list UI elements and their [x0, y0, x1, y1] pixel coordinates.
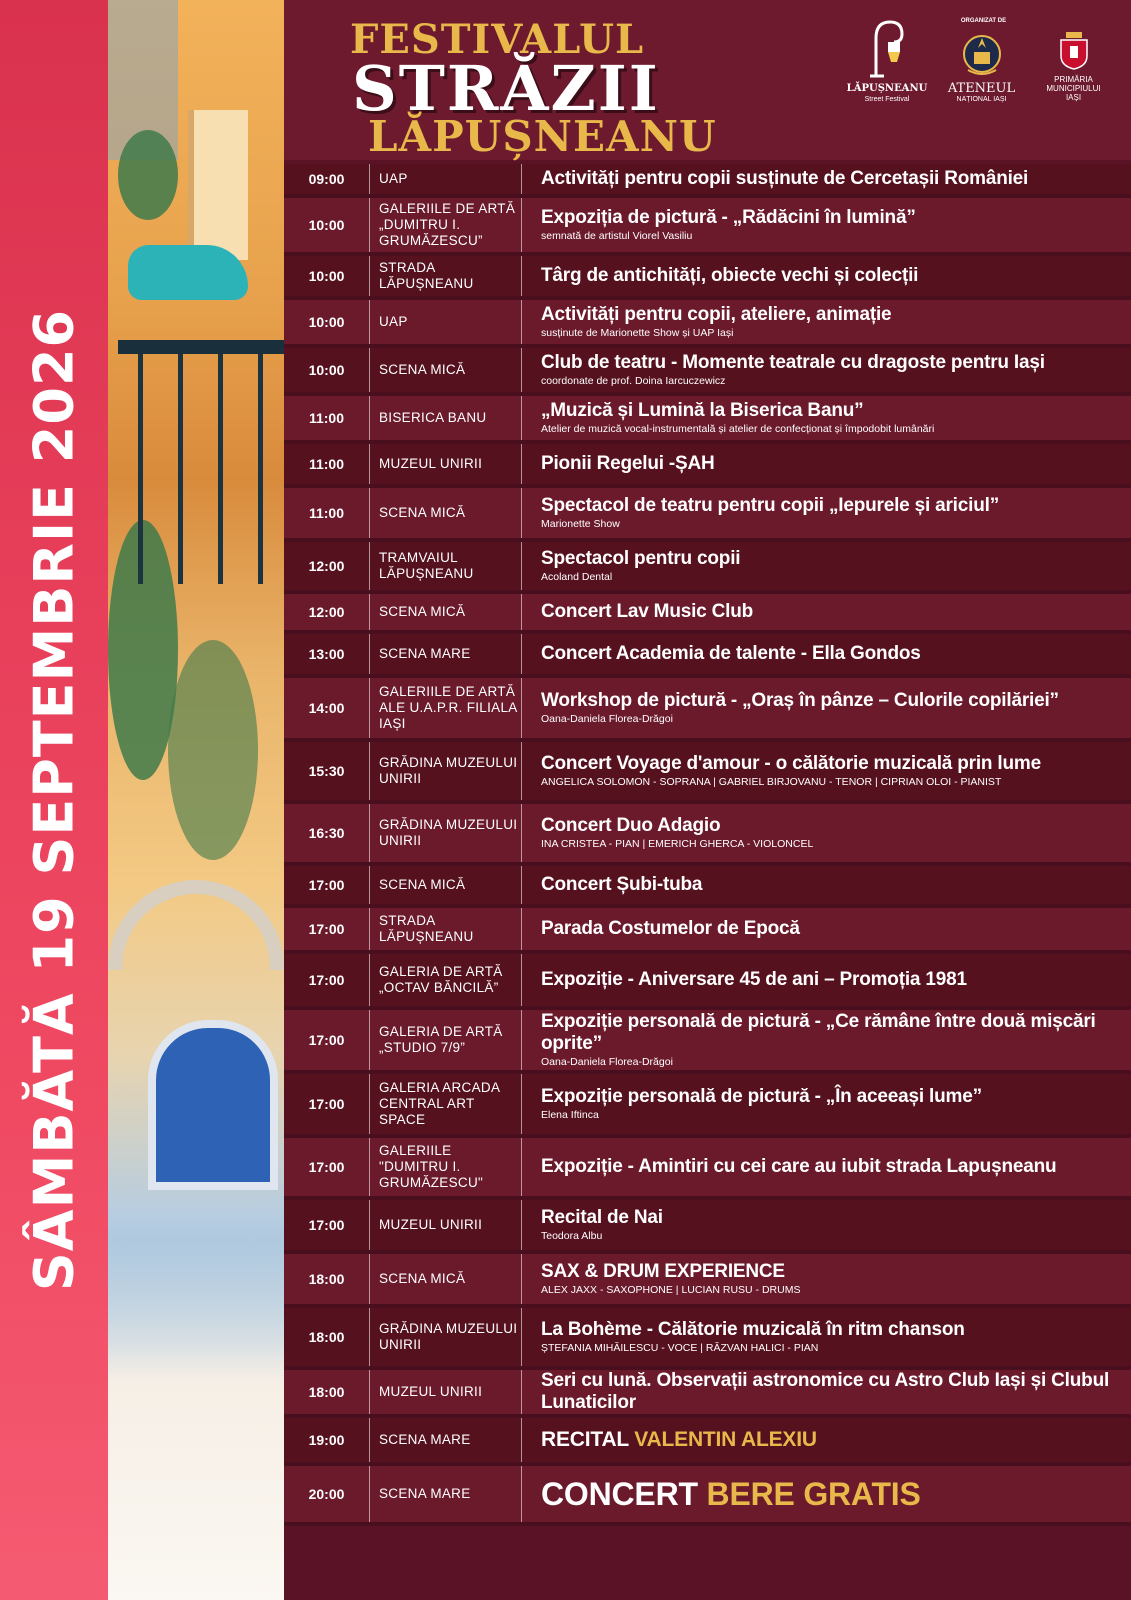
- event-subtitle: INA CRISTEA - PIAN | EMERICH GHERCA - VIOLONCEL: [541, 838, 814, 850]
- event-details: [522, 1308, 1131, 1366]
- event-details: [522, 1418, 1131, 1462]
- schedule-row: [284, 1370, 1131, 1418]
- art-window: [148, 1020, 278, 1190]
- event-details: [522, 866, 1131, 904]
- title-line-3: LĂPUȘNEANU: [368, 112, 717, 161]
- event-time: 18:00: [284, 1308, 370, 1366]
- event-venue: MUZEUL UNIRII: [370, 1370, 522, 1414]
- schedule-row: [284, 1418, 1131, 1466]
- event-venue: GALERIILE DE ARTĂ ALE U.A.P.R. FILIALA IAȘI: [370, 678, 522, 738]
- event-details: [522, 164, 1131, 194]
- event-details: [522, 1200, 1131, 1250]
- event-time: 17:00: [284, 1010, 370, 1070]
- schedule-row: [284, 198, 1131, 256]
- event-title: Club de teatru - Momente teatrale cu dragoste pentru Iași: [541, 352, 1045, 373]
- event-venue: GRĂDINA MUZEULUI UNIRII: [370, 742, 522, 800]
- street-lamp-icon: [862, 16, 912, 78]
- event-details: [522, 908, 1131, 950]
- event-venue: SCENA MICĂ: [370, 594, 522, 630]
- event-subtitle: semnată de artistul Viorel Vasiliu: [541, 230, 693, 242]
- schedule-row: [284, 866, 1131, 908]
- event-title: Expoziție - Aniversare 45 de ani – Promoția 1981: [541, 969, 967, 990]
- event-subtitle: susținute de Marionette Show și UAP Iași: [541, 327, 734, 339]
- schedule-row: [284, 634, 1131, 678]
- event-title: Expoziție personală de pictură - „Ce rămâne între două mișcări oprite”: [541, 1011, 1096, 1054]
- schedule-row: [284, 954, 1131, 1010]
- event-details: [522, 348, 1131, 392]
- date-banner: SÂMBĂTĂ 19 SEPTEMBRIE 2026: [22, 308, 86, 1292]
- event-time: 17:00: [284, 954, 370, 1006]
- event-venue: GALERIILE "DUMITRU I. GRUMĂZESCU": [370, 1138, 522, 1196]
- event-details: [522, 542, 1131, 590]
- title-line-1: FESTIVALUL: [350, 16, 645, 63]
- event-venue: STRADA LĂPUȘNEANU: [370, 256, 522, 296]
- schedule-row: [284, 256, 1131, 300]
- schedule-row: [284, 1138, 1131, 1200]
- event-venue: SCENA MARE: [370, 1466, 522, 1522]
- event-venue: BISERICA BANU: [370, 396, 522, 440]
- event-title: Concert Duo Adagio: [541, 815, 721, 836]
- art-arch: [108, 880, 284, 970]
- primaria-logo: PRIMĂRIA MUNICIPIULUI IAȘI: [1026, 30, 1121, 102]
- schedule-row: [284, 300, 1131, 348]
- event-subtitle: ANGELICA SOLOMON - SOPRANA | GABRIEL BIRJOVANU - TENOR | CIPRIAN OLOI - PIANIST: [541, 776, 1002, 788]
- schedule-row: [284, 348, 1131, 396]
- event-subtitle: Oana-Daniela Florea-Drăgoi: [541, 713, 673, 725]
- street-festival-logo: LĂPUȘNEANU Street Festival: [846, 16, 928, 104]
- title-line-2: STRĂZII: [352, 52, 660, 125]
- artwork-illustration: [108, 0, 284, 1600]
- event-subtitle: Marionette Show: [541, 518, 620, 530]
- event-title: „Muzică și Lumină la Biserica Banu”: [541, 400, 864, 421]
- event-details: [522, 804, 1131, 862]
- schedule-row: [284, 1010, 1131, 1074]
- event-time: 15:30: [284, 742, 370, 800]
- event-venue: UAP: [370, 164, 522, 194]
- schedule-row: [284, 1466, 1131, 1526]
- schedule-row: [284, 678, 1131, 742]
- ateneul-logo: ATENEUL NAȚIONAL IAȘI: [934, 30, 1029, 104]
- event-title: Concert Lav Music Club: [541, 601, 754, 622]
- event-time: 10:00: [284, 348, 370, 392]
- schedule-row: [284, 542, 1131, 594]
- festival-header: [284, 0, 1131, 160]
- date-strip: [0, 0, 108, 1600]
- event-time: 09:00: [284, 164, 370, 194]
- event-time: 11:00: [284, 488, 370, 538]
- event-venue: SCENA MICĂ: [370, 348, 522, 392]
- event-details: [522, 634, 1131, 674]
- event-title: SAX & DRUM EXPERIENCE: [541, 1261, 785, 1282]
- event-title: Expoziție - Amintiri cu cei care au iubit strada Lapușneanu: [541, 1156, 1057, 1177]
- event-details: [522, 1074, 1131, 1134]
- event-time: 17:00: [284, 866, 370, 904]
- event-time: 10:00: [284, 198, 370, 252]
- art-balcony: [118, 340, 284, 570]
- event-venue: MUZEUL UNIRII: [370, 444, 522, 484]
- event-title: Spectacol pentru copii: [541, 548, 741, 569]
- event-time: 10:00: [284, 300, 370, 344]
- event-time: 19:00: [284, 1418, 370, 1462]
- event-time: 10:00: [284, 256, 370, 296]
- event-title: Pionii Regelui -ȘAH: [541, 453, 715, 474]
- event-details: [522, 300, 1131, 344]
- event-subtitle: coordonate de prof. Doina Iarcuczewicz: [541, 375, 726, 387]
- art-splash: [108, 1240, 284, 1600]
- event-details: [522, 1466, 1131, 1522]
- event-title-prefix: CONCERT: [541, 1476, 698, 1512]
- event-details: [522, 198, 1131, 252]
- event-time: 12:00: [284, 594, 370, 630]
- crest-icon: [960, 30, 1004, 78]
- event-details: [522, 256, 1131, 296]
- event-time: 12:00: [284, 542, 370, 590]
- event-details: [522, 396, 1131, 440]
- event-venue: GRĂDINA MUZEULUI UNIRII: [370, 1308, 522, 1366]
- event-details: [522, 678, 1131, 738]
- event-details: [522, 594, 1131, 630]
- event-subtitle: ȘTEFANIA MIHĂILESCU - VOCE | RĂZVAN HALICI - PIAN: [541, 1342, 819, 1354]
- event-details: [522, 742, 1131, 800]
- event-time: 20:00: [284, 1466, 370, 1522]
- schedule-row: [284, 396, 1131, 444]
- art-column: [188, 110, 248, 260]
- event-time: 17:00: [284, 1074, 370, 1134]
- event-title-prefix: RECITAL: [541, 1428, 629, 1451]
- event-subtitle: Atelier de muzică vocal-instrumentală și atelier de confecționat și împodobit lumânări: [541, 423, 935, 435]
- event-venue: GALERIA ARCADA CENTRAL ART SPACE: [370, 1074, 522, 1134]
- art-foliage: [118, 130, 178, 220]
- event-details: [522, 1138, 1131, 1196]
- schedule-row: [284, 1308, 1131, 1370]
- event-details: [522, 1254, 1131, 1304]
- event-title: Expoziția de pictură - „Rădăcini în lumină”: [541, 207, 916, 228]
- event-details: [522, 1370, 1131, 1414]
- schedule-row: [284, 444, 1131, 488]
- event-venue: GRĂDINA MUZEULUI UNIRII: [370, 804, 522, 862]
- event-time: 17:00: [284, 1138, 370, 1196]
- event-time: 11:00: [284, 444, 370, 484]
- event-details: [522, 488, 1131, 538]
- event-venue: MUZEUL UNIRII: [370, 1200, 522, 1250]
- event-time: 14:00: [284, 678, 370, 738]
- schedule-row: [284, 594, 1131, 634]
- event-venue: SCENA MARE: [370, 634, 522, 674]
- art-turquoise-lizard: [128, 245, 248, 300]
- event-time: 17:00: [284, 908, 370, 950]
- coat-of-arms-icon: [1058, 30, 1090, 70]
- event-subtitle: Oana-Daniela Florea-Drăgoi: [541, 1056, 673, 1068]
- event-subtitle: Elena Iftinca: [541, 1109, 599, 1121]
- event-title: Concert Academia de talente - Ella Gondos: [541, 643, 921, 664]
- event-title: [541, 1429, 1131, 1451]
- schedule-row: [284, 742, 1131, 804]
- event-venue: GALERIA DE ARTĂ „OCTAV BĂNCILĂ”: [370, 954, 522, 1006]
- event-title: Activități pentru copii, ateliere, animație: [541, 304, 892, 325]
- event-subtitle: ALEX JAXX - SAXOPHONE | LUCIAN RUSU - DRUMS: [541, 1284, 801, 1296]
- schedule-row: [284, 164, 1131, 198]
- event-title-highlight: BERE GRATIS: [706, 1476, 921, 1512]
- event-subtitle: Teodora Albu: [541, 1230, 603, 1242]
- event-title: La Bohème - Călătorie muzicală în ritm chanson: [541, 1319, 965, 1340]
- schedule-row: [284, 804, 1131, 866]
- schedule-row: [284, 1074, 1131, 1138]
- event-venue: SCENA MARE: [370, 1418, 522, 1462]
- event-title: Expoziție personală de pictură - „În aceeași lume”: [541, 1086, 982, 1107]
- art-foliage: [168, 640, 258, 860]
- event-title-highlight: VALENTIN ALEXIU: [634, 1428, 817, 1451]
- event-time: 18:00: [284, 1254, 370, 1304]
- event-venue: UAP: [370, 300, 522, 344]
- event-title: Târg de antichități, obiecte vechi și colecții: [541, 265, 919, 286]
- event-title: Spectacol de teatru pentru copii „Iepurele și ariciul”: [541, 495, 999, 516]
- event-venue: GALERIA DE ARTĂ „STUDIO 7/9”: [370, 1010, 522, 1070]
- event-venue: STRADA LĂPUȘNEANU: [370, 908, 522, 950]
- schedule-row: [284, 908, 1131, 954]
- event-venue: SCENA MICĂ: [370, 1254, 522, 1304]
- event-venue: SCENA MICĂ: [370, 866, 522, 904]
- schedule-row: [284, 488, 1131, 542]
- event-details: [522, 954, 1131, 1006]
- event-title: [541, 1476, 1131, 1512]
- event-title: Seri cu lună. Observații astronomice cu Astro Club Iași și Clubul Lunaticilor: [541, 1370, 1110, 1413]
- event-details: [522, 1010, 1131, 1070]
- festival-title: [350, 12, 780, 161]
- organizer-label: ORGANIZAT DE: [960, 18, 1007, 24]
- event-venue: TRAMVAIUL LĂPUȘNEANU: [370, 542, 522, 590]
- event-time: 18:00: [284, 1370, 370, 1414]
- event-time: 16:30: [284, 804, 370, 862]
- event-time: 17:00: [284, 1200, 370, 1250]
- event-subtitle: Acoland Dental: [541, 571, 613, 583]
- event-title: Concert Voyage d'amour - o călătorie muzicală prin lume: [541, 753, 1041, 774]
- event-venue: GALERIILE DE ARTĂ „DUMITRU I. GRUMĂZESCU”: [370, 198, 522, 252]
- event-title: Activități pentru copii susținute de Cercetașii României: [541, 168, 1029, 189]
- event-title: Concert Șubi-tuba: [541, 874, 703, 895]
- event-title: Parada Costumelor de Epocă: [541, 918, 800, 939]
- event-details: [522, 444, 1131, 484]
- event-title: Recital de Nai: [541, 1207, 663, 1228]
- event-time: 13:00: [284, 634, 370, 674]
- schedule-table: [284, 164, 1131, 1526]
- event-venue: SCENA MICĂ: [370, 488, 522, 538]
- schedule-row: [284, 1254, 1131, 1308]
- event-title: Workshop de pictură - „Oraș în pânze – Culorile copilăriei”: [541, 690, 1059, 711]
- schedule-row: [284, 1200, 1131, 1254]
- event-time: 11:00: [284, 396, 370, 440]
